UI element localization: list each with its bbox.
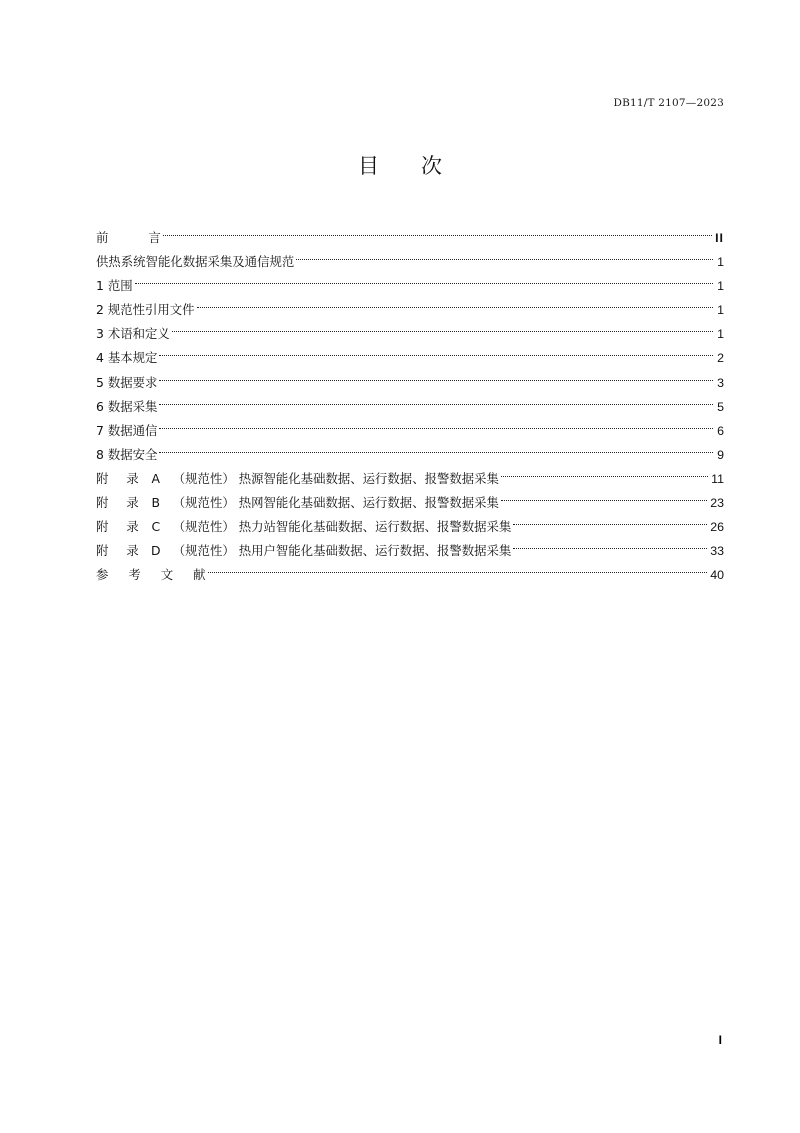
toc-entry-section-2[interactable] — [96, 290, 724, 318]
dot-leader — [159, 411, 713, 435]
title-char-2: 次 — [421, 154, 442, 178]
toc-entry-label: 附 录 D （规范性） 热用户智能化基础数据、运行数据、报警数据采集 — [96, 543, 512, 559]
toc-entry-label: 参 考 文 献 — [96, 567, 206, 583]
title-char-1: 目 — [358, 154, 379, 178]
toc-entry-section-3[interactable] — [96, 314, 724, 342]
toc-entry-section-6[interactable] — [96, 387, 724, 414]
dot-leader — [296, 242, 713, 266]
toc-page-number: 11 — [711, 471, 724, 486]
toc-entry-label: 8 数据安全 — [96, 446, 158, 462]
dot-leader — [513, 531, 707, 555]
toc-entry-section-4[interactable] — [96, 338, 724, 366]
standard-code: DB11/T 2107—2023 — [613, 97, 724, 109]
dot-leader — [208, 555, 708, 579]
toc-entry-label: 4 基本规定 — [96, 350, 158, 366]
toc-page-number: 2 — [717, 351, 724, 366]
dot-leader — [159, 387, 713, 411]
toc-entry-label: 供热系统智能化数据采集及通信规范 — [96, 254, 295, 270]
toc-page-number: 1 — [717, 255, 724, 270]
toc-page-number: 23 — [710, 496, 724, 511]
toc-page-number: 5 — [717, 399, 724, 414]
toc-entry-section-8[interactable] — [96, 435, 724, 462]
toc-page-number: 1 — [717, 303, 724, 318]
toc-page-number: 6 — [717, 423, 724, 438]
toc-entry-section-7[interactable] — [96, 411, 724, 438]
toc-entry-label: 1 范围 — [96, 278, 133, 294]
toc-entry-foreword[interactable] — [96, 218, 724, 245]
toc-entry-label: 2 规范性引用文件 — [96, 302, 195, 318]
dot-leader — [159, 338, 713, 362]
dot-leader — [135, 266, 713, 290]
toc-page-number: 26 — [710, 520, 724, 535]
page-number: I — [718, 1033, 722, 1047]
toc-page-number: 1 — [717, 327, 724, 342]
dot-leader — [501, 483, 707, 507]
dot-leader — [197, 290, 713, 314]
table-of-contents — [96, 218, 724, 583]
toc-entry-label: 3 术语和定义 — [96, 326, 170, 342]
toc-entry-label: 附 录 C （规范性） 热力站智能化基础数据、运行数据、报警数据采集 — [96, 519, 512, 535]
dot-leader — [159, 435, 713, 459]
toc-page-number: 1 — [717, 279, 724, 294]
toc-entry-label: 6 数据采集 — [96, 398, 158, 414]
toc-entry-section-5[interactable] — [96, 363, 724, 390]
toc-entry-label: 前 言 — [96, 230, 161, 245]
dot-leader — [513, 507, 707, 531]
toc-entry-document-title[interactable] — [96, 242, 724, 270]
dot-leader — [159, 363, 713, 387]
toc-page-number: 3 — [717, 375, 724, 390]
toc-entry-label: 5 数据要求 — [96, 374, 158, 390]
toc-page-number: 9 — [717, 447, 724, 462]
toc-entry-label: 7 数据通信 — [96, 422, 158, 438]
dot-leader — [172, 314, 713, 338]
toc-entry-label: 附 录 A （规范性） 热源智能化基础数据、运行数据、报警数据采集 — [96, 470, 499, 486]
page-title — [0, 150, 800, 180]
dot-leader — [163, 218, 712, 242]
dot-leader — [501, 459, 708, 483]
toc-page-number: II — [715, 231, 724, 245]
toc-page-number: 40 — [710, 568, 724, 583]
toc-page-number: 33 — [710, 544, 724, 559]
toc-entry-section-1[interactable] — [96, 266, 724, 294]
toc-entry-label: 附 录 B （规范性） 热网智能化基础数据、运行数据、报警数据采集 — [96, 495, 499, 511]
toc-entry-annex-a[interactable] — [96, 459, 724, 486]
